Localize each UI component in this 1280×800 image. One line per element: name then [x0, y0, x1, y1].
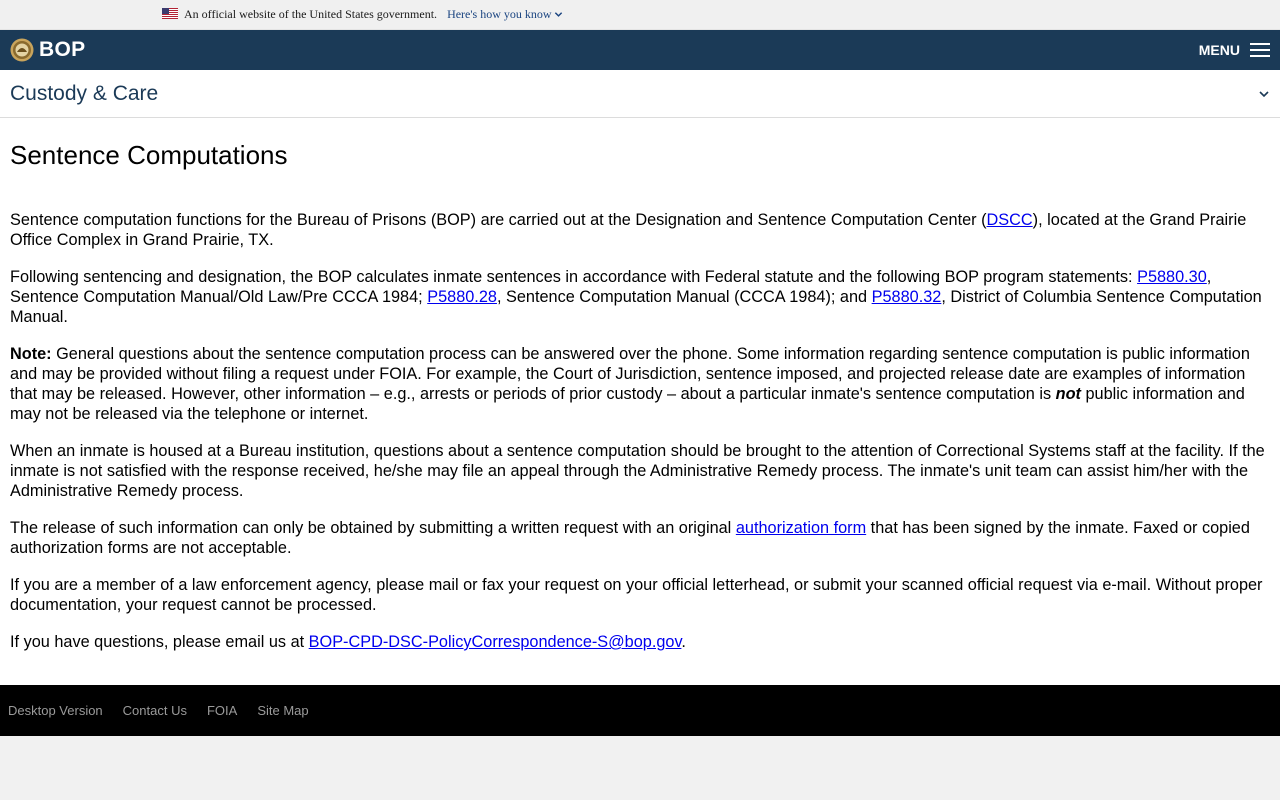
- p5880-32-link[interactable]: P5880.32: [871, 288, 942, 306]
- paragraph-contact-email: [10, 632, 1270, 652]
- text: that has been signed by the inmate. Faxed or copied authorization forms are not acceptable.: [10, 519, 1250, 557]
- note-label: Note:: [10, 345, 52, 363]
- menu-button[interactable]: [1199, 42, 1270, 58]
- chevron-down-icon: [554, 10, 563, 19]
- site-header: [0, 30, 1280, 70]
- text: , Sentence Computation Manual/Old Law/Pre CCCA 1984;: [10, 268, 1212, 306]
- text: General questions about the sentence computation process can be answered over the phone. Some information regarding sentence computation is public information and may be provided without filing a request under FOIA. For example, the Court of Jurisdiction, sentence imposed, and projected release date are examples of information that may be released. However, other information – e.g., arrests or periods of prior custody – about a particular inmate's sentence computation is: [10, 345, 1250, 403]
- text: .: [681, 633, 686, 651]
- brand-home-link[interactable]: [10, 38, 85, 62]
- section-dropdown[interactable]: [0, 70, 1280, 118]
- p5880-30-link[interactable]: P5880.30: [1137, 268, 1207, 286]
- chevron-down-icon: [1258, 88, 1270, 100]
- paragraph-program-statements: [10, 267, 1270, 327]
- text: Following sentencing and designation, the BOP calculates inmate sentences in accordance with Federal statute and the following BOP program statements:: [10, 268, 1138, 286]
- heres-how-you-know-link[interactable]: [447, 7, 562, 22]
- gov-banner: [0, 0, 1280, 30]
- text: ), located at the Grand Prairie Office Complex in Grand Prairie, TX.: [10, 211, 1247, 249]
- site-footer: [0, 685, 1280, 736]
- text: , Sentence Computation Manual (CCCA 1984); and: [496, 288, 872, 306]
- section-title: Custody & Care: [10, 81, 159, 105]
- menu-label: MENU: [1198, 42, 1240, 58]
- paragraph-inmate-questions: When an inmate is housed at a Bureau institution, questions about a sentence computation should be brought to the attention of Correctional Systems staff at the facility. If the inmate is not satisfied with the response received, he/she may file an appeal through the Administrative Remedy process. The inmate's unit team can assist him/her with the Administrative Remedy process.: [10, 442, 1265, 500]
- text: The release of such information can only be obtained by submitting a written request with an original: [10, 519, 736, 537]
- heres-how-you-know-label: Here's how you know: [447, 7, 552, 21]
- paragraph-note: [10, 344, 1270, 424]
- paragraph-law-enforcement: If you are a member of a law enforcement agency, please mail or fax your request on your official letterhead, or submit your scanned official request via e-mail. Without proper documentation, your request cannot be processed.: [10, 576, 1263, 614]
- text: public information and may not be released via the telephone or internet.: [10, 385, 1245, 423]
- bop-seal-icon: [10, 38, 34, 62]
- footer-contact-us-link[interactable]: Contact Us: [122, 703, 187, 718]
- authorization-form-link[interactable]: authorization form: [735, 519, 867, 537]
- text: Sentence computation functions for the Bureau of Prisons (BOP) are carried out at the Designation and Sentence Computation Center (: [10, 211, 987, 229]
- dscc-link[interactable]: DSCC: [986, 211, 1033, 229]
- hamburger-icon: [1250, 42, 1270, 58]
- policy-email-link[interactable]: BOP-CPD-DSC-PolicyCorrespondence-S@bop.gov: [308, 633, 682, 651]
- page-title: Sentence Computations: [10, 140, 288, 170]
- paragraph-authorization: [10, 518, 1270, 558]
- p5880-28-link[interactable]: P5880.28: [427, 288, 497, 306]
- footer-desktop-version-link[interactable]: Desktop Version: [8, 703, 103, 718]
- brand-name: BOP: [39, 38, 86, 61]
- us-flag-icon: [162, 8, 178, 19]
- footer-site-map-link[interactable]: Site Map: [257, 703, 309, 718]
- paragraph-dscc: [10, 210, 1270, 250]
- text: , District of Columbia Sentence Computation Manual.: [10, 288, 1262, 326]
- main-content: [0, 118, 1280, 685]
- emphasis-not: not: [1055, 385, 1081, 403]
- footer-foia-link[interactable]: FOIA: [206, 703, 238, 718]
- text: If you have questions, please email us at: [10, 633, 309, 651]
- gov-banner-text: An official website of the United States government.: [184, 7, 438, 21]
